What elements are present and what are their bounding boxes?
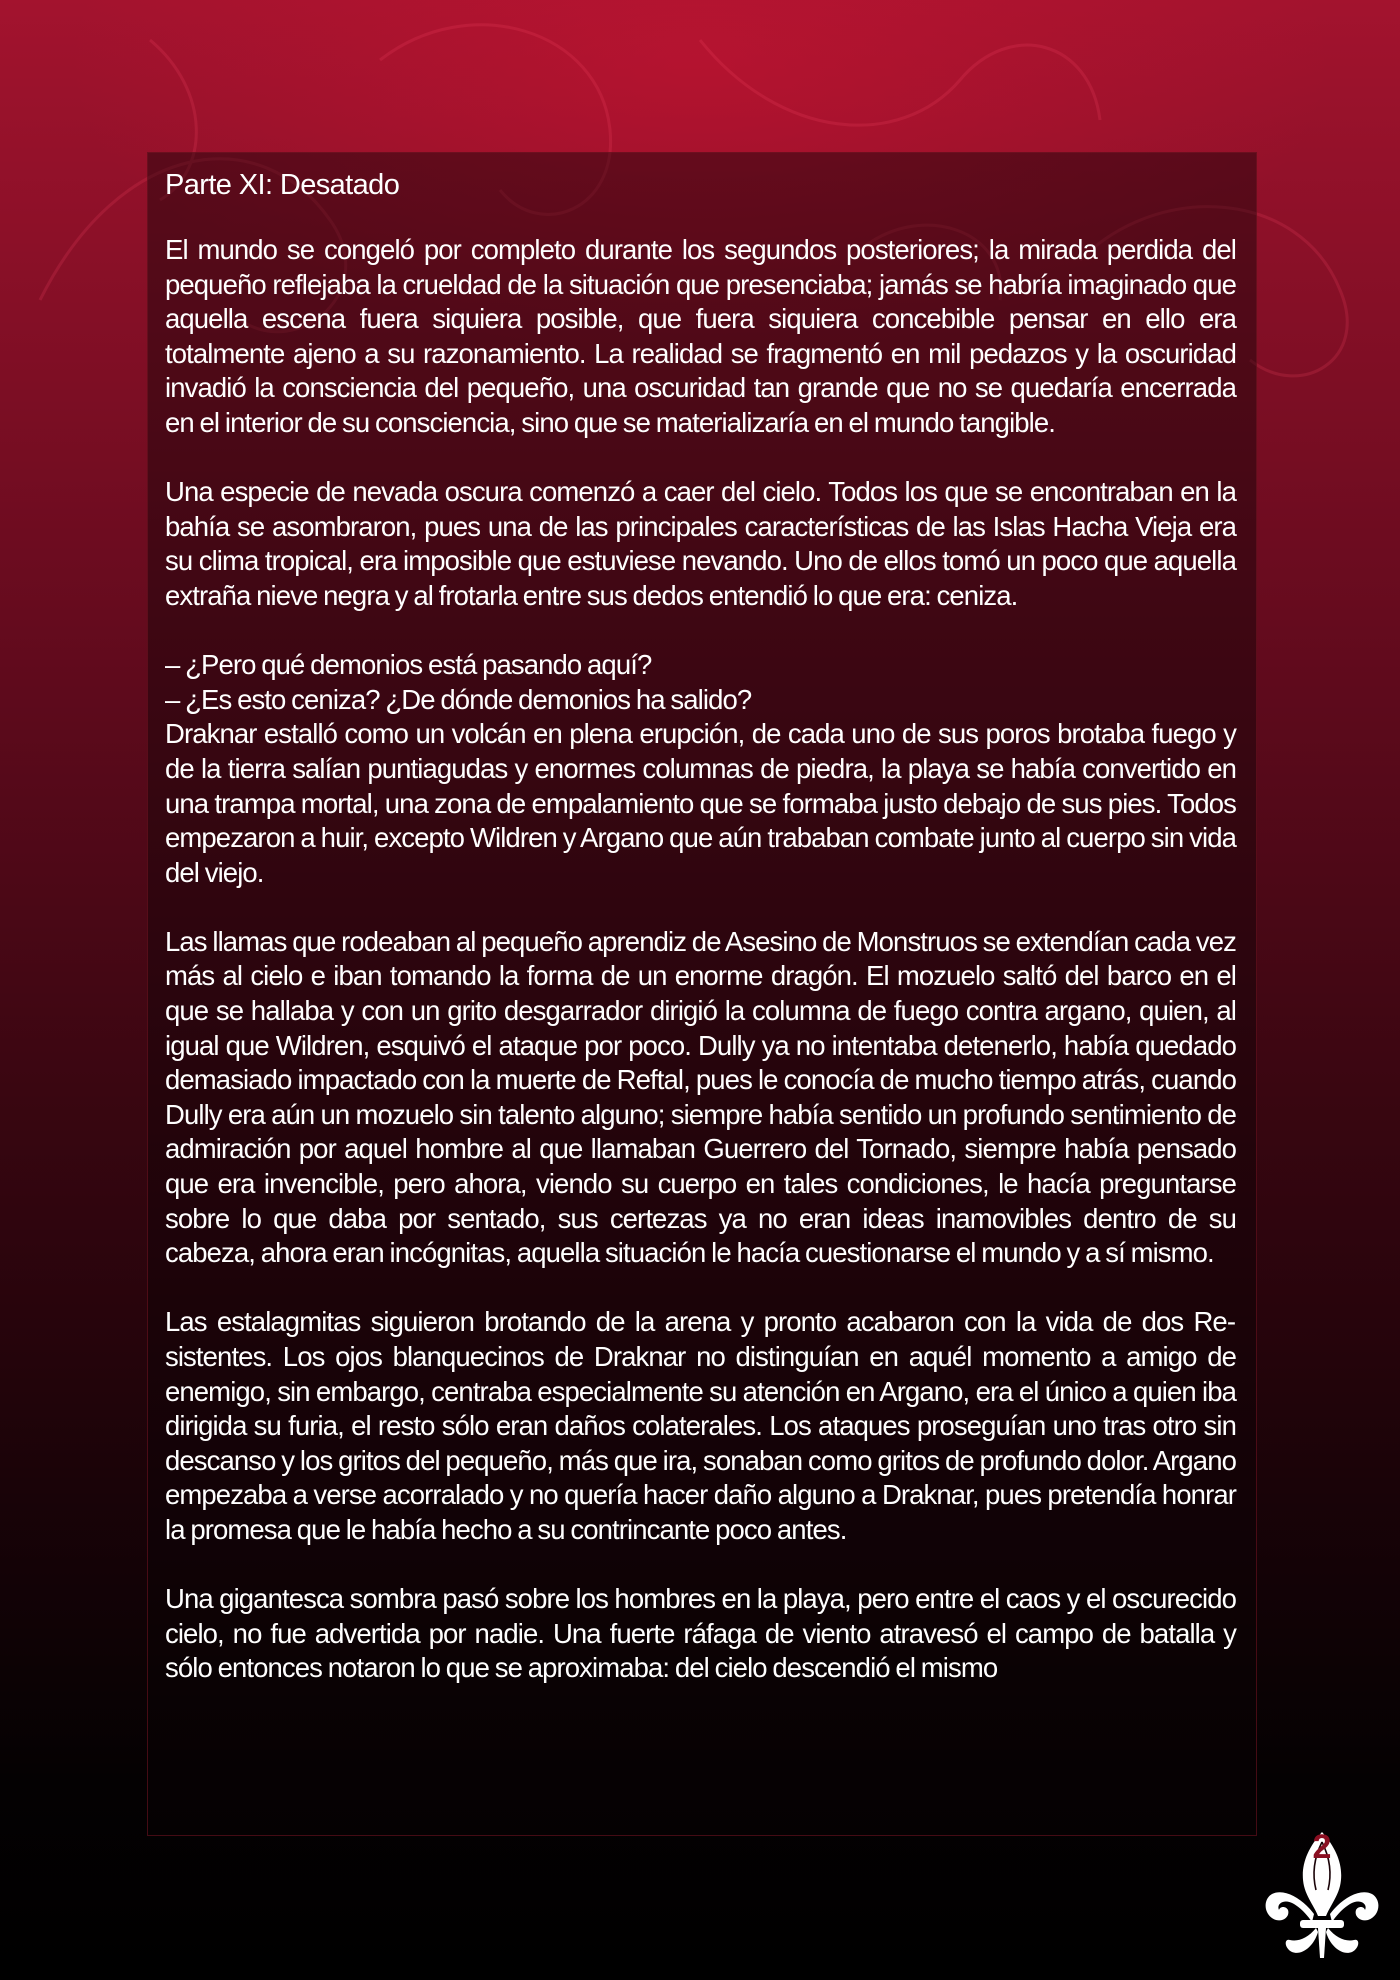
paragraph: Una gigantesca sombra pasó sobre los hombres en la playa, pero entre el caos y el oscurecido cielo, no fue advertida por nadie. Una fuerte ráfaga de viento atravesó el campo de batalla y sólo entonces notaron lo que se aproximaba: del cielo descendió el mismo <box>165 1583 1236 1684</box>
dialogue-line: – ¿Pero qué demonios está pasando aquí? <box>165 649 652 681</box>
text-panel <box>147 152 1257 1836</box>
paragraph: Una especie de nevada oscura comenzó a caer del cielo. Todos los que se encontraban en la bahía se asombraron, pues una de las principales características de las Islas Hacha Vieja era su clima tropical, era imposible que estuviese nevando. Uno de ellos tomó un poco que aquella extraña nieve negra y al frotarla entre sus dedos entendió lo que era: ceniza. <box>165 476 1236 611</box>
dialogue-line: – ¿Es esto ceniza? ¿De dónde demonios ha salido? <box>165 683 752 715</box>
paragraph: El mundo se congeló por completo durante los segundos posteriores; la mirada perdida del pequeño reflejaba la crueldad de la situación que presenciaba; jamás se habría imaginado que aquella escena fuera siquiera posible, que fuera siquiera concebible pensar en ello era totalmente ajeno a su razonamiento. La realidad se fragmentó en mil pedazos y la oscuridad invadió la consciencia del pequeño, una oscuridad tan grande que no se quedaría encerrada en el interior de su consciencia, sino que se materializaría en el mundo tangible. <box>165 234 1236 438</box>
chapter-title: Parte XI: Desatado <box>165 169 400 201</box>
paragraph: Las estalagmitas siguieron brotando de la arena y pronto acabaron con la vida de dos Resistentes. Los ojos blanquecinos de Draknar no distinguían en aquél momento a amigo de enemigo, sin embargo, centraba especialmente su atención en Argano, era el único a quien iba dirigida su furia, el resto sólo eran daños colaterales. Los ataques proseguían uno tras otro sin descanso y los gritos del pequeño, más que ira, sonaban como gritos de profundo dolor. Argano empezaba a verse acorralado y no quería hacer daño alguno a Draknar, pues pretendía honrar la promesa que le había hecho a su contrincante poco antes. <box>165 1306 1236 1545</box>
paragraph: Las llamas que rodeaban al pequeño aprendiz de Asesino de Monstruos se extendían cada vez más al cielo e iban tomando la forma de un enorme dragón. El mozuelo saltó del barco en el que se hallaba y con un grito desgarrador dirigió la columna de fuego contra argano, quien, al igual que Wildren, esquivó el ataque por poco. Dully ya no intentaba detenerlo, había quedado demasiado impactado con la muerte de Reftal, pues le conocía de mucho tiempo atrás, cuando Dully era aún un mozuelo sin talento alguno; siempre había sentido un profundo sentimiento de admiración por aquel hombre al que llamaban Guerrero del Tornado, siempre había pensado que era invencible, pero ahora, viendo su cuerpo en tales condiciones, le hacía preguntarse sobre lo que daba por sentado, sus certezas ya no eran ideas inamovibles dentro de su cabeza, ahora eran incógnitas, aquella situación le hacía cuestionarse el mundo y a sí mismo. <box>165 925 1236 1269</box>
paragraph: Draknar estalló como un volcán en plena erupción, de cada uno de sus poros brotaba fuego y de la tierra salían puntiagudas y enormes columnas de piedra, la playa se había convertido en una trampa mortal, una zona de empalamiento que se formaba justo debajo de sus pies. Todos empezaron a huir, excepto Wildren y Argano que aún trababan combate junto al cuerpo sin vida del viejo. <box>165 718 1236 888</box>
page-number: 2 <box>1312 1828 1332 1866</box>
